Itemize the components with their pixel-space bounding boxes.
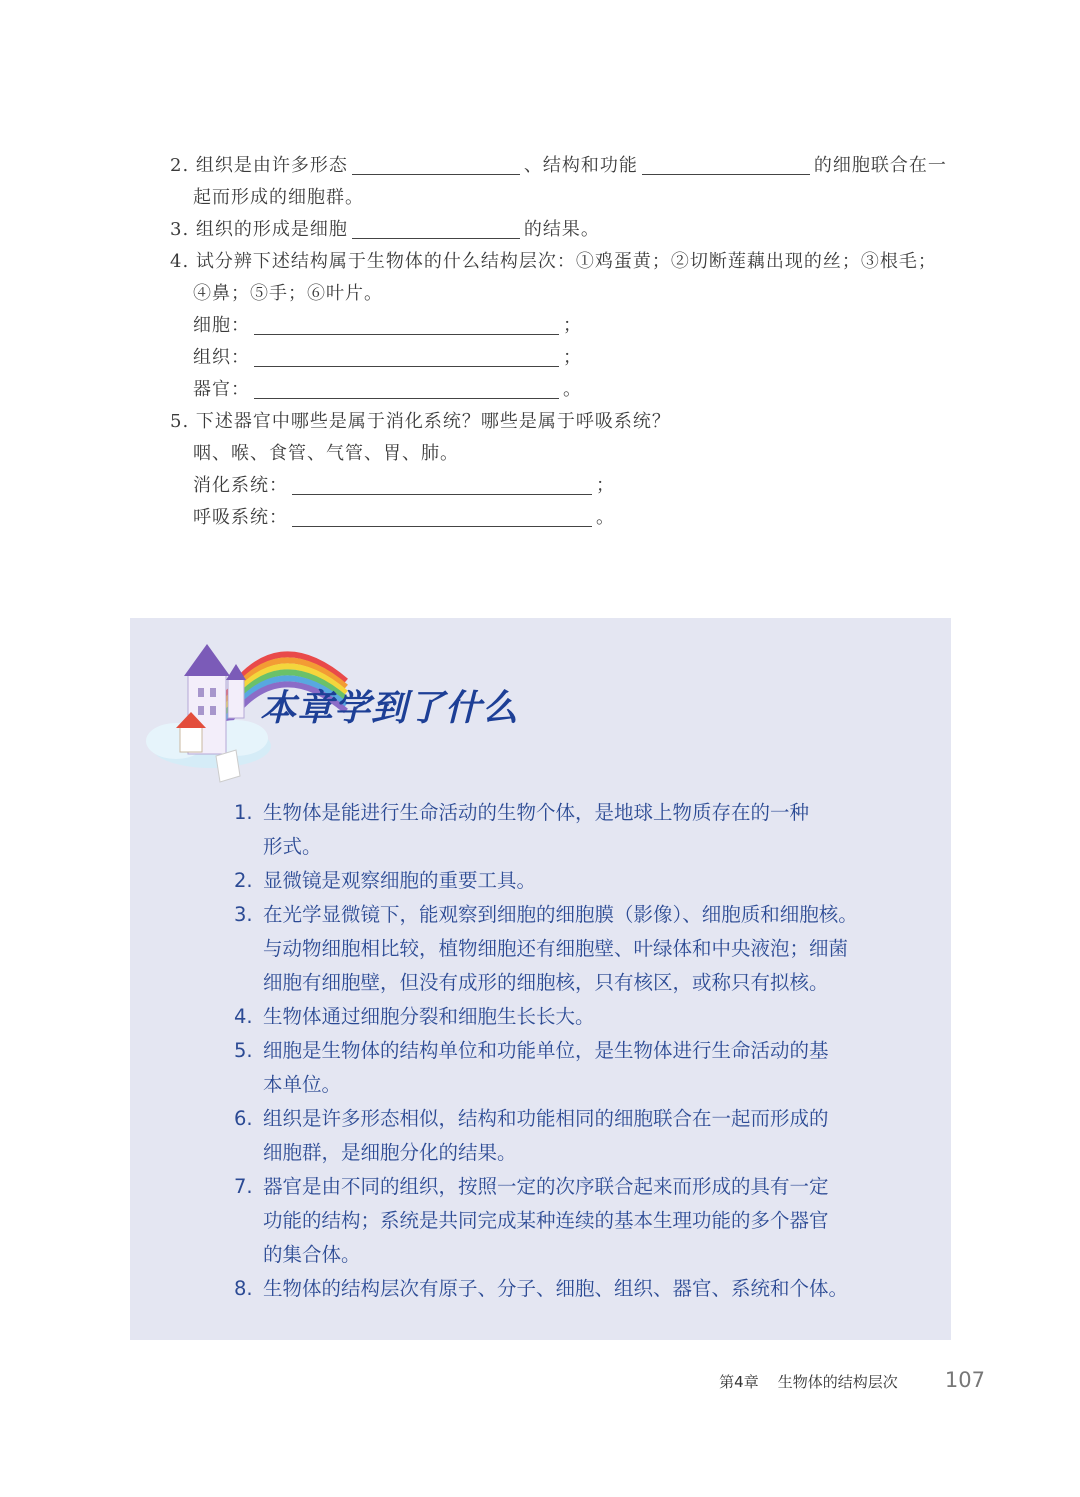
answer-row-respiratory (170, 502, 970, 534)
summary-title: 本章学到了什么 (260, 688, 520, 729)
answer-label: 组织： (193, 347, 250, 368)
summary-item (234, 796, 914, 864)
summary-item-number: 5. (234, 1039, 253, 1062)
summary-item-number: 3. (234, 903, 253, 926)
answer-blank[interactable] (292, 506, 592, 527)
summary-item-line: 器官是由不同的组织，按照一定的次序联合起来而形成的具有一定 (263, 1175, 829, 1198)
question-text: 咽、喉、食管、气管、胃、肺。 (193, 443, 459, 464)
row-end-punct: ； (563, 347, 582, 368)
question-number: 3. (170, 219, 190, 240)
summary-item-line: 本单位。 (263, 1073, 342, 1096)
row-end-punct: ； (563, 315, 582, 336)
question-3 (170, 214, 970, 246)
question-text: 的结果。 (523, 219, 600, 240)
summary-item-number: 8. (234, 1277, 253, 1300)
question-number: 4. (170, 251, 190, 272)
row-end-punct: 。 (563, 379, 582, 400)
question-text: 的细胞联合在一 (813, 155, 947, 176)
summary-item (234, 1102, 914, 1170)
question-number: 2. (170, 155, 190, 176)
question-text: 、结构和功能 (523, 155, 638, 176)
summary-item (234, 864, 914, 898)
answer-blank[interactable] (254, 378, 559, 399)
summary-item-line: 细胞群，是细胞分化的结果。 (263, 1141, 517, 1164)
summary-item (234, 1000, 914, 1034)
chapter-label: 第4章 (719, 1373, 759, 1391)
answer-blank[interactable] (254, 346, 559, 367)
summary-item-number: 6. (234, 1107, 253, 1130)
question-text: 试分辨下述结构属于生物体的什么结构层次：①鸡蛋黄；②切断莲藕出现的丝；③根毛； (195, 251, 937, 272)
summary-item-number: 4. (234, 1005, 253, 1028)
question-5 (170, 406, 970, 438)
summary-item-line: 在光学显微镜下，能观察到细胞的细胞膜（影像）、细胞质和细胞核。 (263, 903, 858, 926)
summary-item-line: 细胞是生物体的结构单位和功能单位，是生物体进行生命活动的基 (263, 1039, 829, 1062)
summary-item-number: 7. (234, 1175, 253, 1198)
answer-blank[interactable] (642, 154, 810, 175)
question-text: 下述器官中哪些是属于消化系统？哪些是属于呼吸系统？ (195, 411, 671, 432)
answer-label: 消化系统： (193, 475, 288, 496)
answer-row-organ (170, 374, 970, 406)
row-end-punct: 。 (596, 507, 615, 528)
question-5-continued (170, 438, 970, 470)
question-number: 5. (170, 411, 190, 432)
summary-item-line: 功能的结构；系统是共同完成某种连续的基本生理功能的多个器官 (263, 1209, 829, 1232)
summary-list (234, 796, 914, 1306)
summary-item-number: 2. (234, 869, 253, 892)
exercise-section (170, 150, 970, 534)
summary-item-line: 细胞有细胞壁，但没有成形的细胞核，只有核区，或称只有拟核。 (263, 971, 829, 994)
summary-item-line: 组织是许多形态相似，结构和功能相同的细胞联合在一起而形成的 (263, 1107, 829, 1130)
summary-item-line: 生物体的结构层次有原子、分子、细胞、组织、器官、系统和个体。 (263, 1277, 849, 1300)
question-text: 组织是由许多形态 (195, 155, 348, 176)
summary-item-line: 的集合体。 (263, 1243, 361, 1266)
summary-item-line: 形式。 (263, 835, 322, 858)
answer-label: 器官： (193, 379, 250, 400)
question-2 (170, 150, 970, 182)
answer-row-tissue (170, 342, 970, 374)
question-4-continued (170, 278, 970, 310)
answer-blank[interactable] (352, 218, 520, 239)
row-end-punct: ； (596, 475, 615, 496)
answer-label: 细胞： (193, 315, 250, 336)
chapter-summary-box (130, 618, 951, 1340)
summary-item-line: 生物体通过细胞分裂和细胞生长长大。 (263, 1005, 595, 1028)
summary-item (234, 1034, 914, 1102)
page-number: 107 (944, 1368, 985, 1392)
chapter-title: 生物体的结构层次 (777, 1373, 898, 1391)
summary-item-line: 显微镜是观察细胞的重要工具。 (263, 869, 537, 892)
summary-item (234, 898, 914, 1000)
summary-item (234, 1272, 914, 1306)
summary-item (234, 1170, 914, 1272)
answer-blank[interactable] (352, 154, 520, 175)
answer-label: 呼吸系统： (193, 507, 288, 528)
question-text: 起而形成的细胞群。 (193, 187, 364, 208)
question-text: ④鼻；⑤手；⑥叶片。 (193, 283, 383, 304)
page-footer (719, 1368, 985, 1392)
question-text: 组织的形成是细胞 (195, 219, 348, 240)
summary-item-number: 1. (234, 801, 253, 824)
summary-item-line: 与动物细胞相比较，植物细胞还有细胞壁、叶绿体和中央液泡；细菌 (263, 937, 849, 960)
answer-blank[interactable] (254, 314, 559, 335)
answer-blank[interactable] (292, 474, 592, 495)
answer-row-cell (170, 310, 970, 342)
answer-row-digestive (170, 470, 970, 502)
summary-item-line: 生物体是能进行生命活动的生物个体，是地球上物质存在的一种 (263, 801, 810, 824)
question-2-continued (170, 182, 970, 214)
question-4 (170, 246, 970, 278)
